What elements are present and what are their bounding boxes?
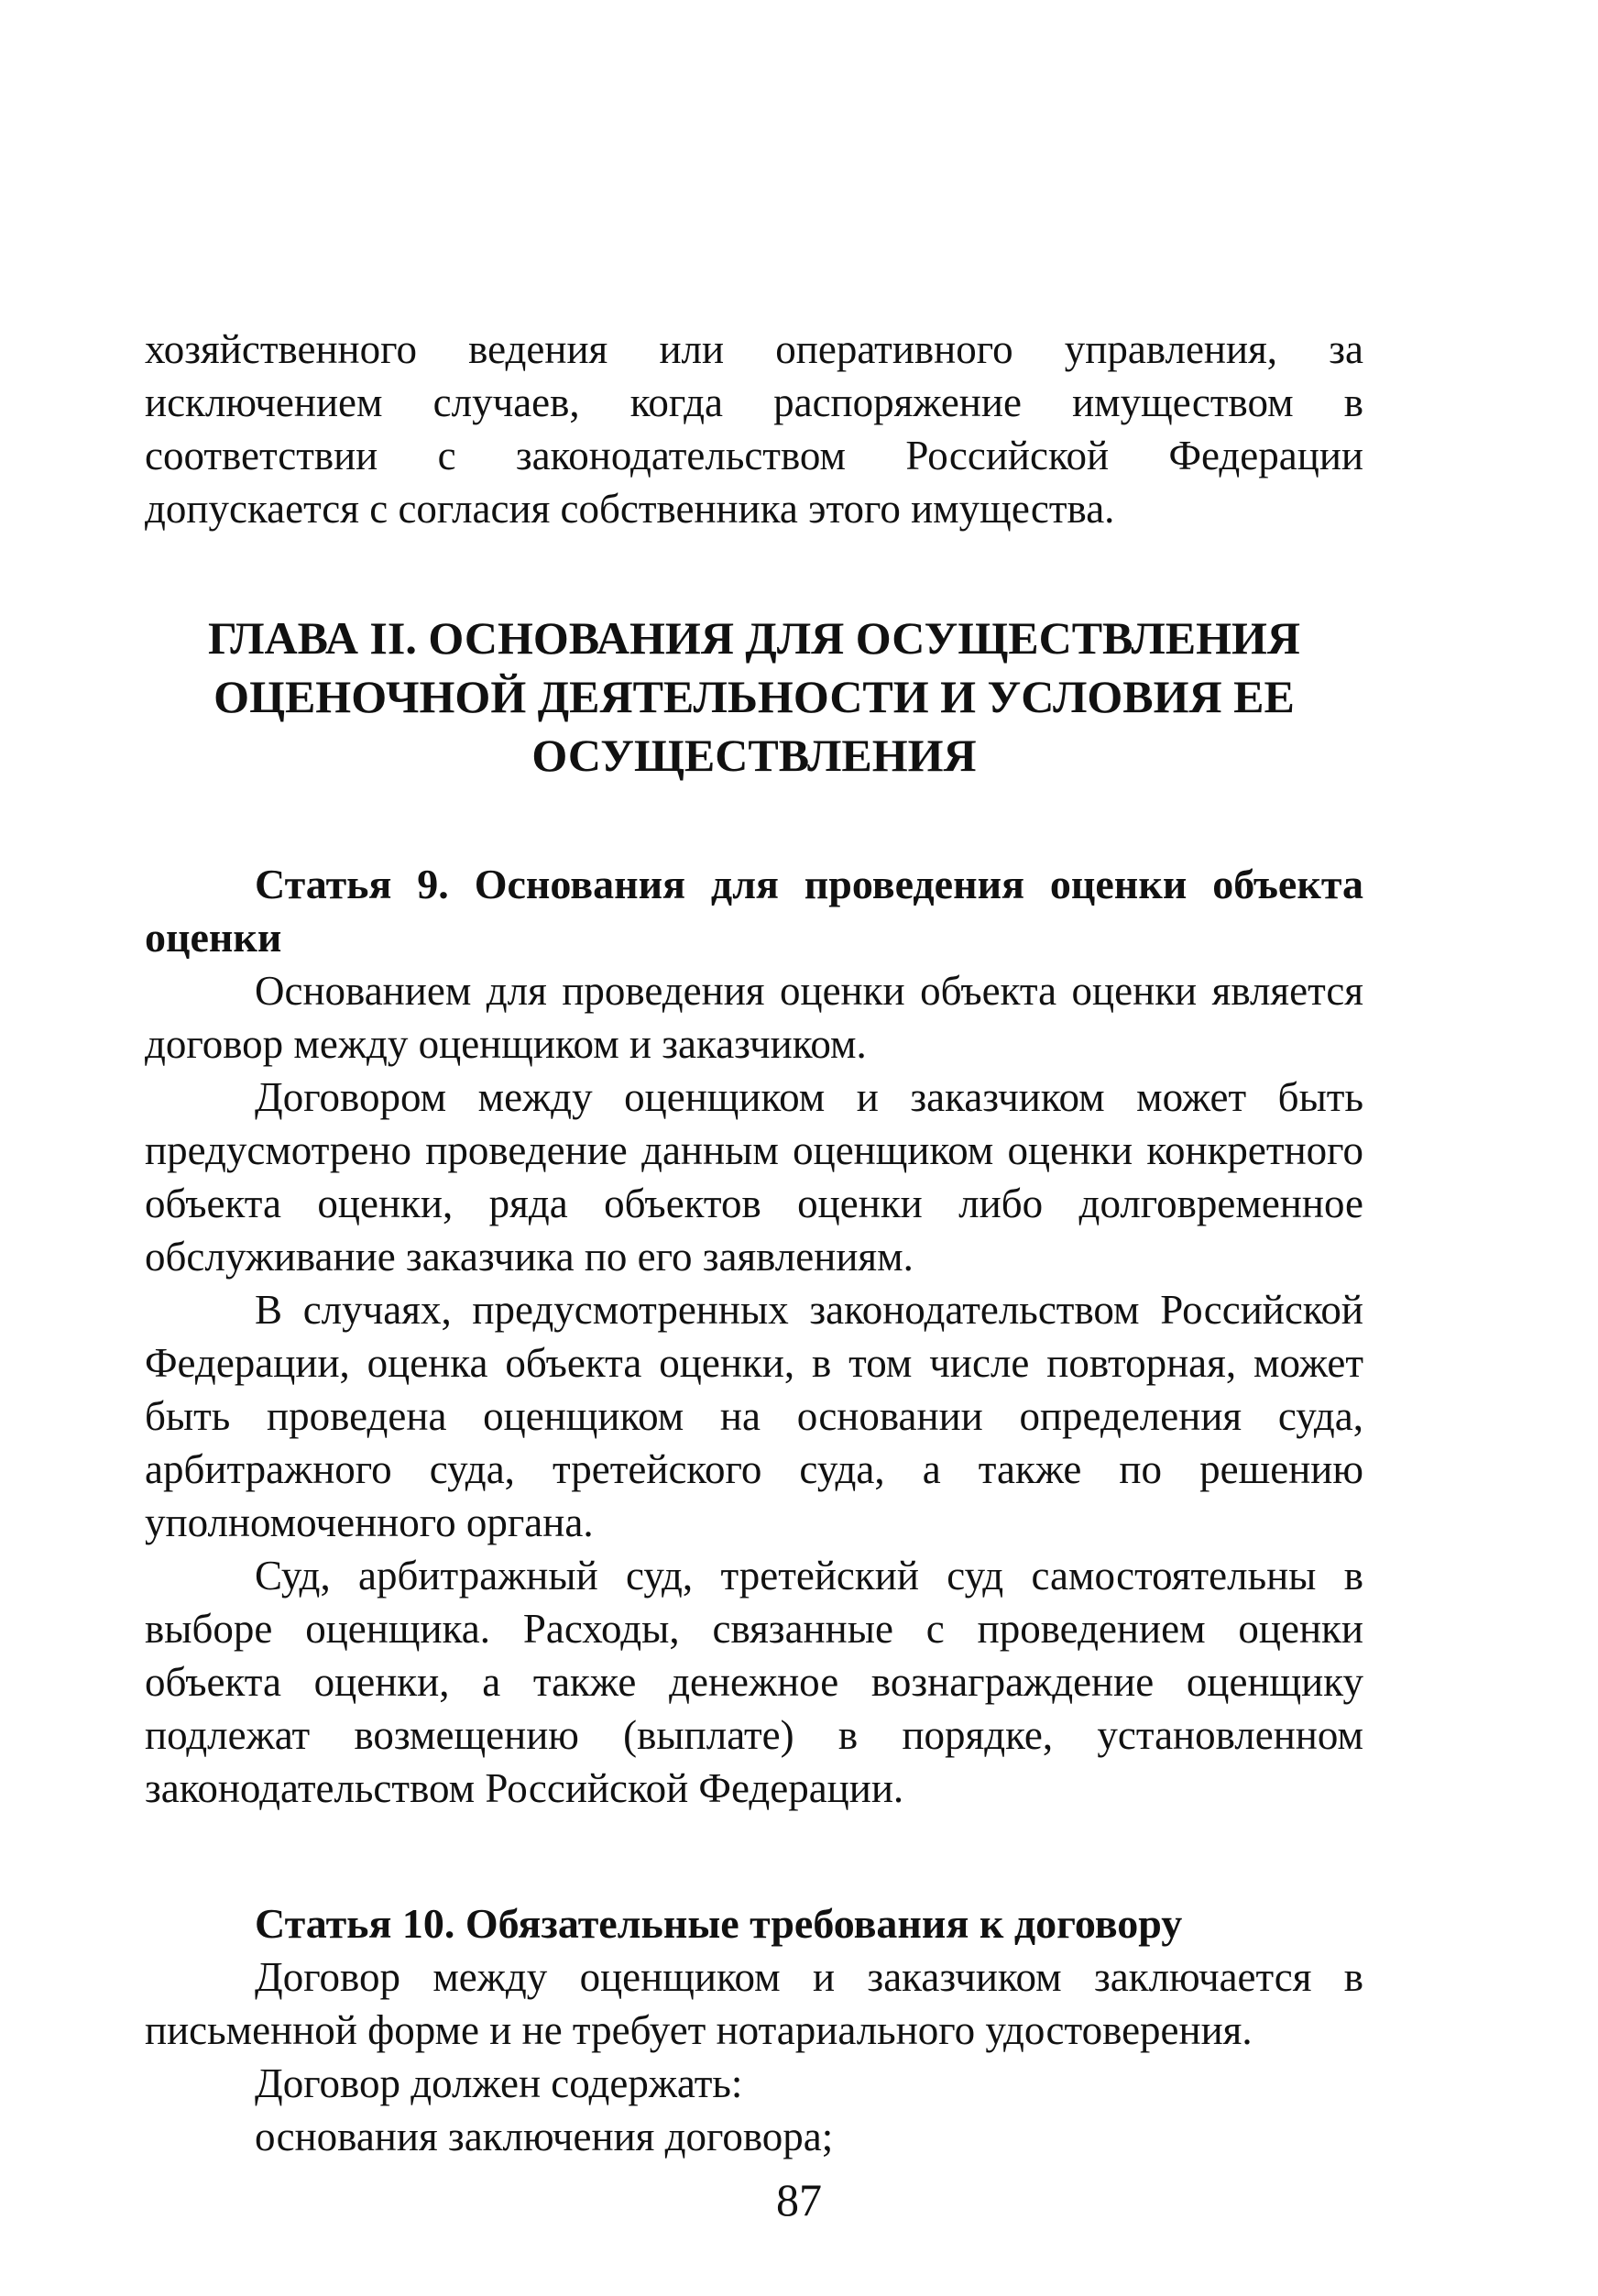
article-9-paragraph-2: Договором между оценщиком и заказчиком может быть предусмотрено проведение данным оценщиком оценки конкретного объекта оценки, ряда объектов оценки либо долговременное обслуживание заказчика по его заявлениям.	[145, 1074, 1363, 1280]
article-9-paragraph-3: В случаях, предусмотренных законодательством Российской Федерации, оценка объекта оценки, в том числе повторная, может быть проведена оценщиком на основании определения суда, арбитражного суда, третейского суда, а также по решению уполномоченного органа.	[145, 1287, 1363, 1545]
intro-paragraph: хозяйственного ведения или оперативного управления, за исключением случаев, когда распоряжение имуществом в соответствии с законодательством Российской Федерации допускается с согласия собственника этого имущества.	[145, 326, 1363, 532]
chapter-title-line-2: ОЦЕНОЧНОЙ ДЕЯТЕЛЬНОСТИ И УСЛОВИЯ ЕЕ	[213, 671, 1295, 722]
article-10-paragraph-1: Договор между оценщиком и заказчиком заключается в письменной форме и не требует нотариального удостоверения.	[145, 1954, 1363, 2053]
article-10-heading: Статья 10. Обязательные требования к договору	[255, 1900, 1183, 1947]
page-number: 87	[776, 2174, 822, 2225]
article-9-heading: Статья 9. Основания для проведения оценки объекта оценки	[145, 861, 1363, 961]
chapter-title-line-3: ОСУЩЕСТВЛЕНИЯ	[531, 730, 977, 781]
article-10-list-intro: Договор должен содержать:	[255, 2060, 743, 2106]
article-9-paragraph-4: Суд, арбитражный суд, третейский суд самостоятельны в выборе оценщика. Расходы, связанные с проведением оценки объекта оценки, а также денежное вознаграждение оценщику подлежат возмещению (выплате) в порядке, установленном законодательством Российской Федерации.	[145, 1553, 1363, 1811]
chapter-title	[145, 609, 1363, 785]
article-10-list-item: основания заключения договора;	[255, 2114, 834, 2159]
article-9-paragraph-1: Основанием для проведения оценки объекта оценки является договор между оценщиком и заказчиком.	[145, 968, 1363, 1067]
page-content	[145, 323, 1363, 2163]
chapter-title-line-1: ГЛАВА II. ОСНОВАНИЯ ДЛЯ ОСУЩЕСТВЛЕНИЯ	[207, 612, 1301, 664]
